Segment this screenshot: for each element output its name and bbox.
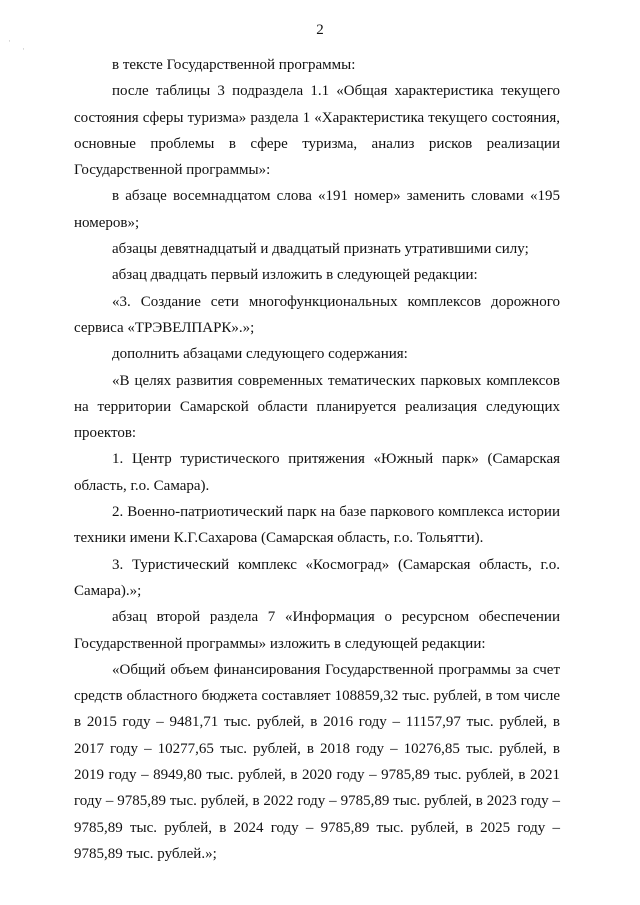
paragraph: абзац двадцать первый изложить в следующей редакции:	[112, 267, 478, 284]
paragraph: «В целях развития современных тематических парковых комплексов на территории Самарской области планируется реализация следующих проектов:	[74, 372, 560, 442]
page-number: 2	[316, 22, 324, 38]
list-item: 3. Туристический комплекс «Космоград» (Самарская область, г.о. Самара).»;	[74, 556, 560, 599]
paragraph: дополнить абзацами следующего содержания:	[112, 346, 408, 363]
paragraph: в абзаце восемнадцатом слова «191 номер» заменить словами «195 номеров»;	[74, 188, 560, 231]
paragraph: «Общий объем финансирования Государственной программы за счет средств областного бюджета составляет 108859,32 тыс. рублей, в том числе в 2015 году – 9481,71 тыс. рублей, в 2016 году – 11157,97 тыс. рублей, в 2017 году – 10277,65 тыс. рублей, в 2018 году – 10276,85 тыс. рублей, в 2019 году – 8949,80 тыс. рублей, в 2020 году – 9785,89 тыс. рублей, в 2021 году – 9785,89 тыс. рублей, в 2022 году – 9785,89 тыс. рублей, в 2023 году – 9785,89 тыс. рублей, в 2024 году – 9785,89 тыс. рублей, в 2025 году – 9785,89 тыс. рублей.»;	[74, 661, 560, 862]
list-item: 2. Военно-патриотический парк на базе паркового комплекса истории техники имени К.Г.Сахарова (Самарская область, г.о. Тольятти).	[74, 504, 560, 547]
document-body	[74, 52, 560, 867]
scan-speck: ·	[22, 44, 25, 54]
paragraph: абзацы девятнадцатый и двадцатый признать утратившими силу;	[112, 241, 529, 258]
scan-speck: ·	[8, 36, 11, 46]
paragraph: в тексте Государственной программы:	[112, 57, 356, 73]
paragraph: после таблицы 3 подраздела 1.1 «Общая характеристика текущего состояния сферы туризма» раздела 1 «Характеристика текущего состояния, основные проблемы в сфере туризма, анализ рисков реализации Государственной программы»:	[74, 83, 560, 179]
paragraph: абзац второй раздела 7 «Информация о ресурсном обеспечении Государственной программы» изложить в следующей редакции:	[74, 609, 560, 652]
list-item: 1. Центр туристического притяжения «Южный парк» (Самарская область, г.о. Самара).	[74, 451, 560, 494]
paragraph: «3. Создание сети многофункциональных комплексов дорожного сервиса «ТРЭВЕЛПАРК».»;	[74, 293, 560, 336]
